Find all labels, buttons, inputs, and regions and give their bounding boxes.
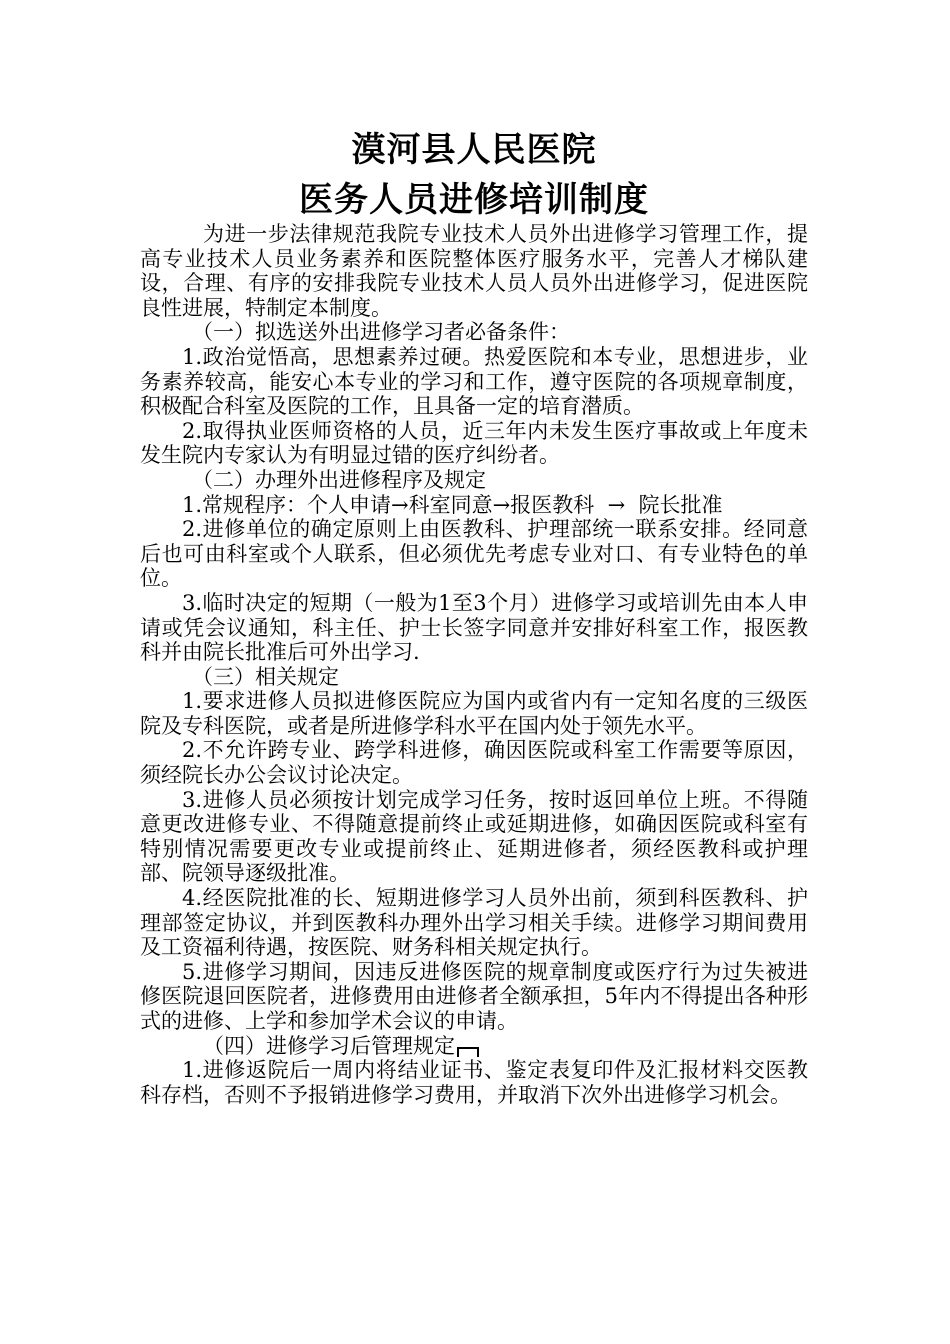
section-4-item-1: 1.进修返院后一周内将结业证书、鉴定表复印件及汇报材料交医教科存档，否则不予报销进修学习费用，并取消下次外出进修学习机会。 bbox=[140, 1058, 808, 1107]
section-heading-2: （二）办理外出进修程序及规定 bbox=[192, 467, 486, 492]
section-heading-4: （四）进修学习后管理规定 bbox=[203, 1033, 455, 1058]
section-2-item-2: 2.进修单位的确定原则上由医教科、护理部统一联系安排。经同意后也可由科室或个人联系，但必须优先考虑专业对口、有专业特色的单位。 bbox=[140, 517, 808, 591]
section-3-item-5: 5.进修学习期间，因违反进修医院的规章制度或医疗行为过失被进修医院退回医院者，进修费用由进修者全额承担，5年内不得提出各种形式的进修、上学和参加学术会议的申请。 bbox=[140, 959, 808, 1033]
document-title-regulation: 医务人员进修培训制度 bbox=[299, 180, 649, 220]
section-heading-3: （三）相关规定 bbox=[192, 664, 339, 689]
section-2-item-3: 3.临时决定的短期（一般为1至3个月）进修学习或培训先由本人申请或凭会议通知，科主任、护士长签字同意并安排好科室工作，报医教科并由院长批准后可外出学习. bbox=[140, 590, 808, 665]
section-heading-1: （一）拟选送外出进修学习者必备条件： bbox=[192, 320, 570, 345]
section-3-item-2: 2.不允许跨专业、跨学科进修，确因医院或科室工作需要等原因，须经院长办公会议讨论决定。 bbox=[140, 738, 808, 788]
section-heading-4-line bbox=[140, 1034, 808, 1059]
text-cursor-mark bbox=[457, 1047, 479, 1057]
intro-paragraph: 为进一步法律规范我院专业技术人员外出进修学习管理工作，提高专业技术人员业务素养和医院整体医疗服务水平，完善人才梯队建设，合理、有序的安排我院专业技术人员人员外出进修学习，促进医院良性进展，特制定本制度。 bbox=[140, 222, 808, 320]
section-2-item-1: 1.常规程序：个人申请→科室同意→报医教科 → 院长批准 bbox=[182, 492, 723, 517]
section-3-item-3: 3.进修人员必须按计划完成学习任务，按时返回单位上班。不得随意更改进修专业、不得随意提前终止或延期进修，如确因医院或科室有特别情况需要更改专业或提前终止、延期进修者，须经医教科或护理部、院领导逐级批准。 bbox=[140, 787, 808, 886]
document-page bbox=[140, 128, 808, 1107]
section-1-item-2: 2.取得执业医师资格的人员，近三年内未发生医疗事故或上年度未发生院内专家认为有明显过错的医疗纠纷者。 bbox=[140, 418, 808, 468]
document-title-hospital: 漠河县人民医院 bbox=[351, 130, 597, 170]
section-3-item-1: 1.要求进修人员拟进修医院应为国内或省内有一定知名度的三级医院及专科医院，或者是所进修学科水平在国内处于领先水平。 bbox=[140, 689, 808, 738]
section-3-item-4: 4.经医院批准的长、短期进修学习人员外出前，须到科医教科、护理部签定协议，并到医教科办理外出学习相关手续。进修学习期间费用及工资福利待遇，按医院、财务科相关规定执行。 bbox=[140, 886, 808, 960]
section-1-item-1: 1.政治觉悟高，思想素养过硬。热爱医院和本专业，思想进步，业务素养较高，能安心本专业的学习和工作，遵守医院的各项规章制度，积极配合科室及医院的工作，且具备一定的培育潜质。 bbox=[140, 344, 808, 419]
